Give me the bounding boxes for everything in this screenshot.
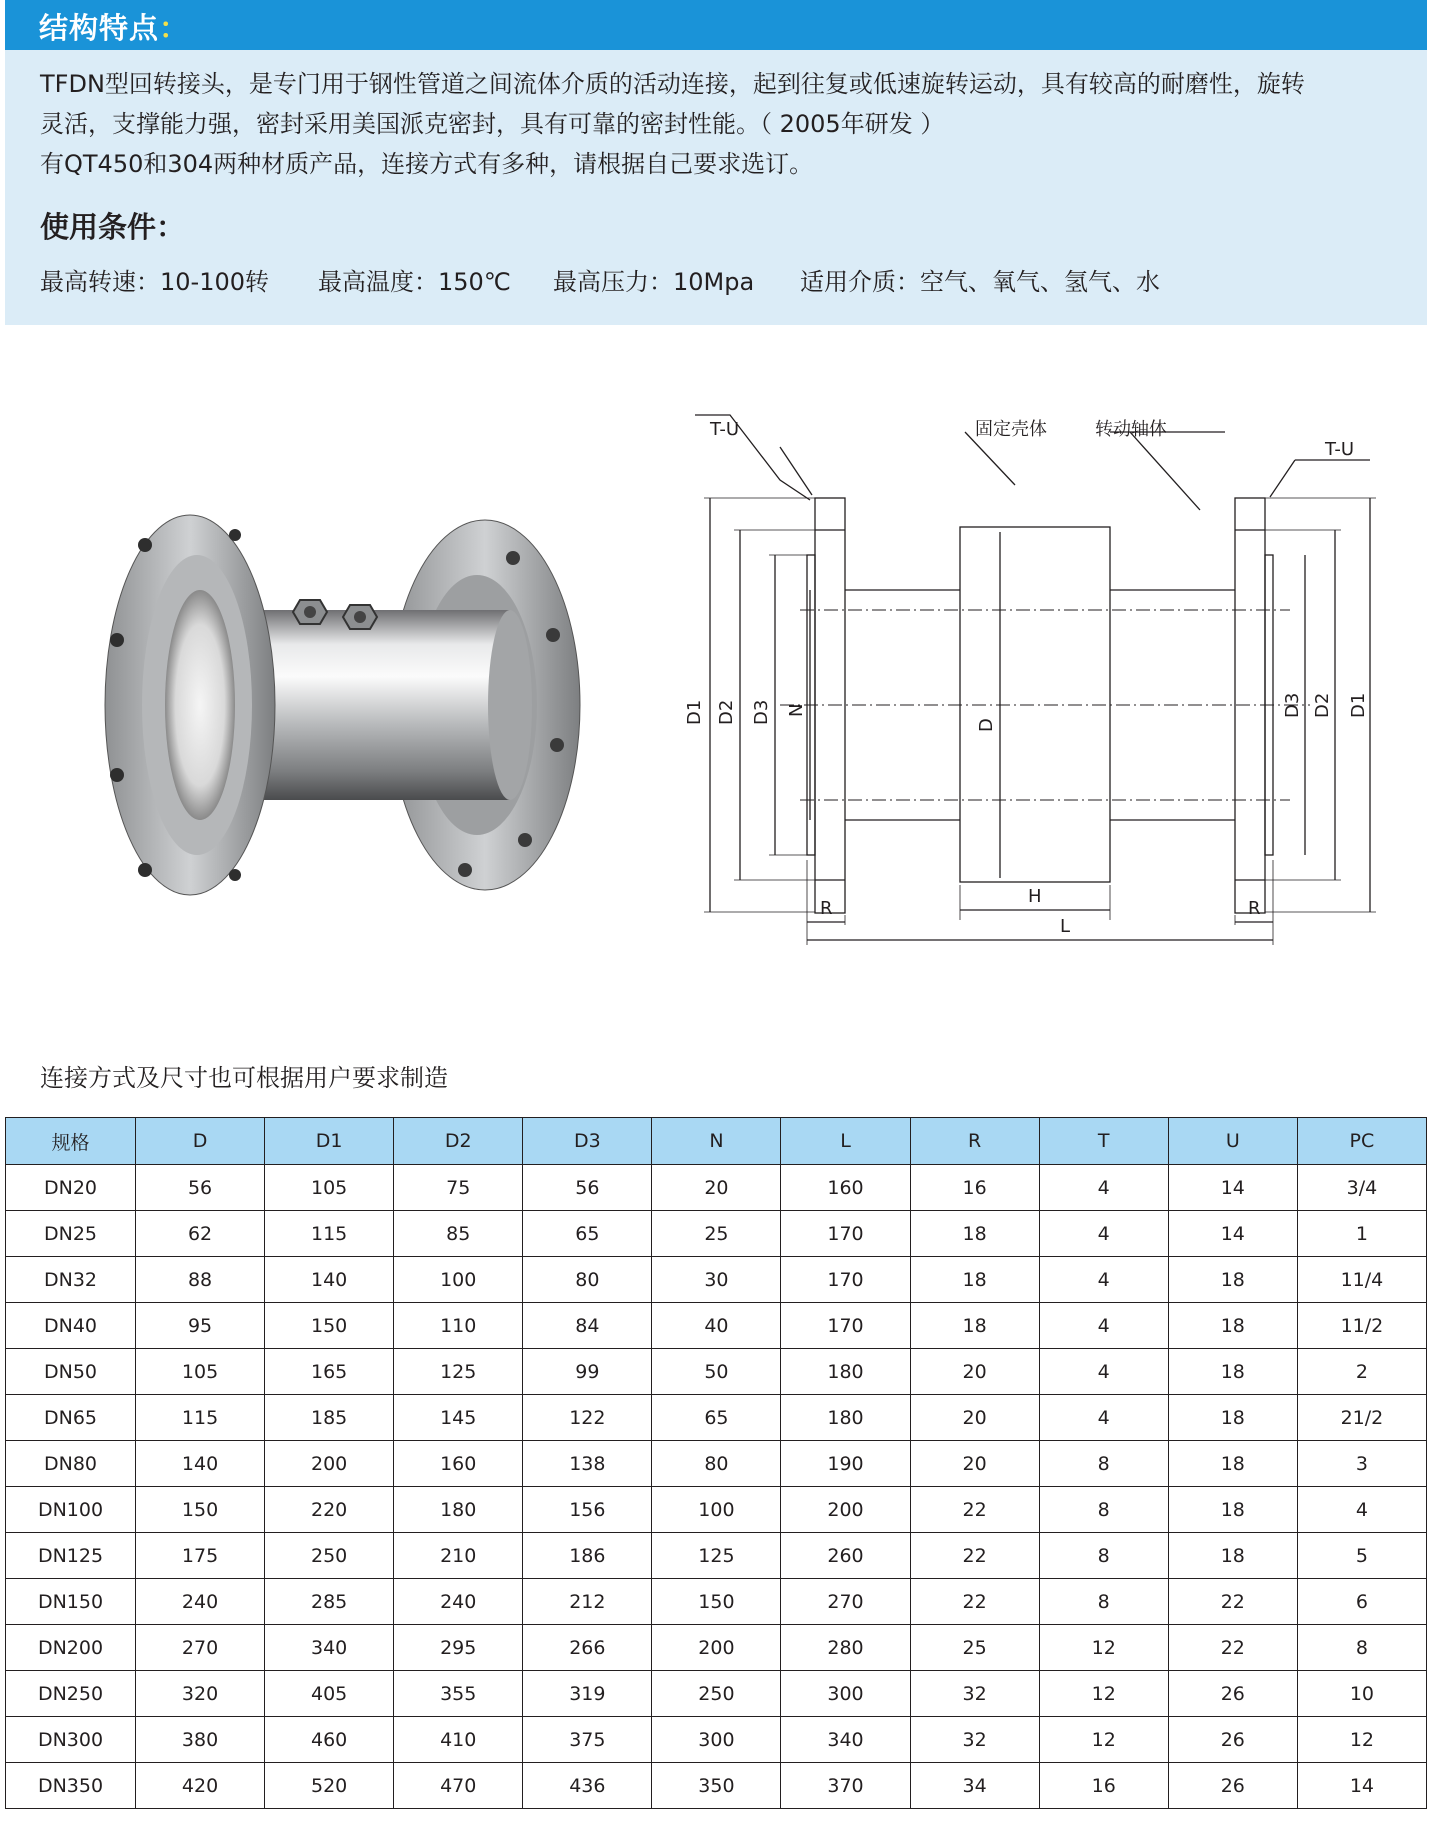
table-cell: 20 xyxy=(910,1395,1039,1441)
table-cell: 4 xyxy=(1039,1257,1168,1303)
section-title-bar xyxy=(5,0,1427,50)
table-cell: DN250 xyxy=(6,1671,136,1717)
table-row xyxy=(6,1211,1427,1257)
table-cell: 4 xyxy=(1297,1487,1426,1533)
table-cell: 80 xyxy=(652,1441,781,1487)
label-tu-right: T-U xyxy=(1325,439,1355,460)
table-cell: 12 xyxy=(1297,1717,1426,1763)
table-cell: 125 xyxy=(652,1533,781,1579)
table-cell: 12 xyxy=(1039,1717,1168,1763)
table-row xyxy=(6,1165,1427,1211)
table-cell: 22 xyxy=(910,1487,1039,1533)
table-cell: 20 xyxy=(910,1349,1039,1395)
table-cell: 8 xyxy=(1039,1487,1168,1533)
table-header-row xyxy=(6,1118,1427,1165)
table-cell: DN40 xyxy=(6,1303,136,1349)
table-cell: 350 xyxy=(652,1763,781,1809)
table-cell: 16 xyxy=(1039,1763,1168,1809)
table-cell: 150 xyxy=(136,1487,265,1533)
table-row xyxy=(6,1349,1427,1395)
table-cell: 12 xyxy=(1039,1671,1168,1717)
table-cell: 40 xyxy=(652,1303,781,1349)
table-cell: 295 xyxy=(394,1625,523,1671)
table-cell: 420 xyxy=(136,1763,265,1809)
table-cell: 370 xyxy=(781,1763,910,1809)
table-row xyxy=(6,1257,1427,1303)
table-cell: 25 xyxy=(652,1211,781,1257)
condition-pressure: 最高压力：10Mpa xyxy=(553,268,755,296)
table-cell: 180 xyxy=(781,1395,910,1441)
description-line-3: 有QT450和304两种材质产品，连接方式有多种，请根据自己要求选订。 xyxy=(40,150,814,178)
table-cell: 18 xyxy=(1168,1441,1297,1487)
technical-drawing xyxy=(670,419,1420,960)
table-cell: 200 xyxy=(781,1487,910,1533)
table-cell: 270 xyxy=(781,1579,910,1625)
table-cell: 140 xyxy=(265,1257,394,1303)
table-cell: DN65 xyxy=(6,1395,136,1441)
table-row xyxy=(6,1395,1427,1441)
table-cell: 110 xyxy=(394,1303,523,1349)
table-cell: 65 xyxy=(652,1395,781,1441)
table-cell: 355 xyxy=(394,1671,523,1717)
table-cell: 26 xyxy=(1168,1763,1297,1809)
table-cell: 100 xyxy=(652,1487,781,1533)
table-cell: 150 xyxy=(265,1303,394,1349)
table-cell: 14 xyxy=(1297,1763,1426,1809)
table-cell: 21/2 xyxy=(1297,1395,1426,1441)
table-cell: 20 xyxy=(652,1165,781,1211)
condition-temperature: 最高温度：150℃ xyxy=(318,268,511,296)
table-cell: 4 xyxy=(1039,1211,1168,1257)
table-cell: 436 xyxy=(523,1763,652,1809)
table-row xyxy=(6,1487,1427,1533)
column-header: D2 xyxy=(394,1118,523,1165)
table-cell: 210 xyxy=(394,1533,523,1579)
table-cell: 4 xyxy=(1039,1165,1168,1211)
table-cell: 8 xyxy=(1039,1441,1168,1487)
table-cell: 175 xyxy=(136,1533,265,1579)
table-cell: 18 xyxy=(910,1211,1039,1257)
table-cell: 125 xyxy=(394,1349,523,1395)
label-fixed-housing: 固定壳体 xyxy=(975,419,1047,440)
column-header: T xyxy=(1039,1118,1168,1165)
table-row xyxy=(6,1579,1427,1625)
table-cell: 85 xyxy=(394,1211,523,1257)
table-row xyxy=(6,1441,1427,1487)
table-cell: 22 xyxy=(1168,1579,1297,1625)
table-cell: 18 xyxy=(1168,1395,1297,1441)
label-d3-left: D3 xyxy=(751,699,772,725)
table-cell: 32 xyxy=(910,1671,1039,1717)
table-cell: 212 xyxy=(523,1579,652,1625)
column-header: PC xyxy=(1297,1118,1426,1165)
table-cell: 150 xyxy=(652,1579,781,1625)
table-cell: 300 xyxy=(781,1671,910,1717)
table-cell: 26 xyxy=(1168,1717,1297,1763)
table-cell: 105 xyxy=(265,1165,394,1211)
description-line-1: TFDN型回转接头，是专门用于钢性管道之间流体介质的活动连接，起到往复或低速旋转运动，具有较高的耐磨性，旋转 xyxy=(40,70,1305,98)
table-cell: 18 xyxy=(1168,1257,1297,1303)
table-cell: 266 xyxy=(523,1625,652,1671)
label-d1-right: D1 xyxy=(1348,692,1369,718)
table-cell: 170 xyxy=(781,1303,910,1349)
table-cell: 190 xyxy=(781,1441,910,1487)
table-cell: 14 xyxy=(1168,1211,1297,1257)
table-cell: 375 xyxy=(523,1717,652,1763)
table-cell: 32 xyxy=(910,1717,1039,1763)
table-cell: 22 xyxy=(1168,1625,1297,1671)
table-cell: 270 xyxy=(136,1625,265,1671)
table-cell: 140 xyxy=(136,1441,265,1487)
table-cell: DN80 xyxy=(6,1441,136,1487)
table-cell: 80 xyxy=(523,1257,652,1303)
table-cell: 250 xyxy=(265,1533,394,1579)
table-cell: 405 xyxy=(265,1671,394,1717)
table-cell: 30 xyxy=(652,1257,781,1303)
table-cell: 240 xyxy=(136,1579,265,1625)
table-cell: 200 xyxy=(265,1441,394,1487)
table-cell: 340 xyxy=(265,1625,394,1671)
table-cell: 300 xyxy=(652,1717,781,1763)
product-photo xyxy=(105,490,585,930)
table-row xyxy=(6,1717,1427,1763)
table-cell: 2 xyxy=(1297,1349,1426,1395)
table-cell: 4 xyxy=(1039,1395,1168,1441)
table-cell: 14 xyxy=(1168,1165,1297,1211)
column-header: N xyxy=(652,1118,781,1165)
table-cell: DN25 xyxy=(6,1211,136,1257)
table-cell: DN150 xyxy=(6,1579,136,1625)
label-r-left: R xyxy=(820,898,833,919)
table-cell: 56 xyxy=(523,1165,652,1211)
table-cell: 16 xyxy=(910,1165,1039,1211)
table-cell: 260 xyxy=(781,1533,910,1579)
table-cell: DN125 xyxy=(6,1533,136,1579)
table-cell: 18 xyxy=(910,1303,1039,1349)
table-cell: 105 xyxy=(136,1349,265,1395)
column-header: L xyxy=(781,1118,910,1165)
table-cell: 115 xyxy=(136,1395,265,1441)
table-cell: 138 xyxy=(523,1441,652,1487)
table-cell: 8 xyxy=(1039,1533,1168,1579)
table-cell: 319 xyxy=(523,1671,652,1717)
table-cell: 180 xyxy=(781,1349,910,1395)
table-row xyxy=(6,1625,1427,1671)
table-cell: 22 xyxy=(910,1533,1039,1579)
table-cell: DN350 xyxy=(6,1763,136,1809)
table-cell: 65 xyxy=(523,1211,652,1257)
table-cell: 186 xyxy=(523,1533,652,1579)
table-cell: 18 xyxy=(1168,1533,1297,1579)
table-cell: 8 xyxy=(1039,1579,1168,1625)
column-header: D3 xyxy=(523,1118,652,1165)
table-cell: 75 xyxy=(394,1165,523,1211)
label-d2-left: D2 xyxy=(716,699,737,725)
table-cell: 185 xyxy=(265,1395,394,1441)
table-cell: 6 xyxy=(1297,1579,1426,1625)
table-cell: 10 xyxy=(1297,1671,1426,1717)
table-cell: 56 xyxy=(136,1165,265,1211)
table-cell: 340 xyxy=(781,1717,910,1763)
label-r-right: R xyxy=(1248,898,1261,919)
table-cell: 160 xyxy=(394,1441,523,1487)
table-cell: 280 xyxy=(781,1625,910,1671)
label-rotating-shaft: 转动轴体 xyxy=(1095,419,1167,440)
description-line-2: 灵活，支撑能力强，密封采用美国派克密封，具有可靠的密封性能。（ 2005年研发 ） xyxy=(40,110,945,138)
table-cell: 250 xyxy=(652,1671,781,1717)
column-header: 规格 xyxy=(6,1118,136,1165)
table-cell: 11/4 xyxy=(1297,1257,1426,1303)
label-d3-right: D3 xyxy=(1282,692,1303,718)
column-header: D xyxy=(136,1118,265,1165)
table-cell: 12 xyxy=(1039,1625,1168,1671)
table-cell: 220 xyxy=(265,1487,394,1533)
spec-table xyxy=(5,1117,1427,1809)
table-cell: 170 xyxy=(781,1211,910,1257)
label-d1-left: D1 xyxy=(684,699,705,725)
label-h: H xyxy=(1028,886,1042,907)
table-cell: 170 xyxy=(781,1257,910,1303)
table-cell: 100 xyxy=(394,1257,523,1303)
table-cell: 34 xyxy=(910,1763,1039,1809)
customization-note: 连接方式及尺寸也可根据用户要求制造 xyxy=(40,1064,448,1092)
table-row xyxy=(6,1533,1427,1579)
table-cell: 1 xyxy=(1297,1211,1426,1257)
table-body xyxy=(6,1165,1427,1809)
table-cell: 165 xyxy=(265,1349,394,1395)
label-tu-left: T-U xyxy=(710,419,740,440)
column-header: D1 xyxy=(265,1118,394,1165)
table-cell: 26 xyxy=(1168,1671,1297,1717)
table-cell: 3 xyxy=(1297,1441,1426,1487)
column-header: R xyxy=(910,1118,1039,1165)
table-cell: 18 xyxy=(1168,1303,1297,1349)
table-cell: DN32 xyxy=(6,1257,136,1303)
table-cell: 11/2 xyxy=(1297,1303,1426,1349)
column-header: U xyxy=(1168,1118,1297,1165)
table-cell: 20 xyxy=(910,1441,1039,1487)
table-cell: DN300 xyxy=(6,1717,136,1763)
table-cell: 200 xyxy=(652,1625,781,1671)
table-cell: 8 xyxy=(1297,1625,1426,1671)
condition-speed: 最高转速：10-100转 xyxy=(40,268,270,296)
table-cell: 95 xyxy=(136,1303,265,1349)
table-cell: 18 xyxy=(910,1257,1039,1303)
section-title: 结构特点： xyxy=(39,11,190,45)
table-cell: 115 xyxy=(265,1211,394,1257)
table-cell: 285 xyxy=(265,1579,394,1625)
table-cell: 50 xyxy=(652,1349,781,1395)
table-cell: DN100 xyxy=(6,1487,136,1533)
table-row xyxy=(6,1671,1427,1717)
table-cell: DN200 xyxy=(6,1625,136,1671)
table-cell: 380 xyxy=(136,1717,265,1763)
conditions-title: 使用条件： xyxy=(40,210,186,244)
table-cell: 84 xyxy=(523,1303,652,1349)
table-cell: 4 xyxy=(1039,1349,1168,1395)
table-row xyxy=(6,1303,1427,1349)
table-cell: 122 xyxy=(523,1395,652,1441)
table-cell: 156 xyxy=(523,1487,652,1533)
table-cell: 410 xyxy=(394,1717,523,1763)
table-cell: 99 xyxy=(523,1349,652,1395)
table-row xyxy=(6,1763,1427,1809)
table-cell: 240 xyxy=(394,1579,523,1625)
label-l: L xyxy=(1060,916,1071,937)
table-cell: 180 xyxy=(394,1487,523,1533)
table-cell: 18 xyxy=(1168,1349,1297,1395)
table-cell: 470 xyxy=(394,1763,523,1809)
table-cell: 145 xyxy=(394,1395,523,1441)
table-cell: 4 xyxy=(1039,1303,1168,1349)
table-cell: DN50 xyxy=(6,1349,136,1395)
intro-section xyxy=(5,0,1427,325)
table-cell: 18 xyxy=(1168,1487,1297,1533)
table-cell: 520 xyxy=(265,1763,394,1809)
table-cell: 160 xyxy=(781,1165,910,1211)
table-cell: 320 xyxy=(136,1671,265,1717)
table-cell: 25 xyxy=(910,1625,1039,1671)
table-cell: 88 xyxy=(136,1257,265,1303)
condition-media: 适用介质：空气、氧气、氢气、水 xyxy=(800,268,1160,296)
table-cell: 3/4 xyxy=(1297,1165,1426,1211)
table-cell: 5 xyxy=(1297,1533,1426,1579)
label-n: N xyxy=(786,703,807,717)
table-cell: 460 xyxy=(265,1717,394,1763)
label-d2-right: D2 xyxy=(1312,692,1333,718)
table-cell: 62 xyxy=(136,1211,265,1257)
table-cell: 22 xyxy=(910,1579,1039,1625)
table-cell: DN20 xyxy=(6,1165,136,1211)
label-d: D xyxy=(976,718,997,732)
